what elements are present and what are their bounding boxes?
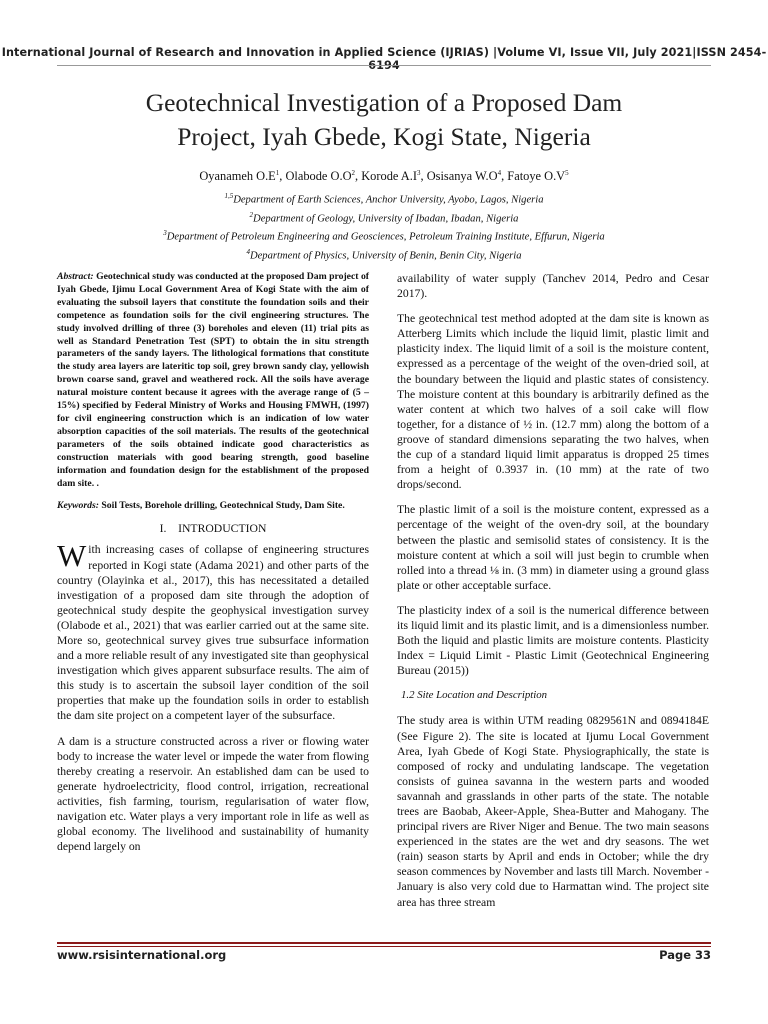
section-heading: I. INTRODUCTION	[159, 522, 267, 536]
keywords-label: Keywords:	[57, 500, 99, 512]
abstract-label: Abstract:	[57, 271, 94, 282]
header-rule	[57, 65, 711, 66]
author-name: Osisanya W.O	[426, 169, 498, 184]
footer-page-number: Page 33	[659, 948, 711, 962]
author-name: Fatoye O.V	[507, 169, 566, 184]
affiliation: $^4$Department of Physics, University of Benin, Benin City, Nigeria	[246, 247, 522, 262]
left-column	[57, 271, 369, 864]
title-line-2: Project, Iyah Gbede, Kogi State, Nigeria	[177, 122, 591, 151]
abstract	[57, 271, 369, 490]
affiliation: $^{1,5}$Department of Earth Sciences, Anchor University, Ayobo, Lagos, Nigeria	[224, 192, 544, 206]
body-paragraph: The plasticity index of a soil is the numerical difference between its liquid limit and its plastic limit, and is a dimensionless number. Both the liquid and plastic limits are moisture contents. Plasticity Index = Liquid Limit - Plastic Limit (Geotechnical Engineering Bureau (2015))	[397, 603, 709, 678]
author-name: Oyanameh O.E	[199, 169, 276, 184]
body-paragraph: availability of water supply (Tanchev 2014, Pedro and Cesar 2017).	[397, 272, 709, 301]
journal-header: International Journal of Research and Innovation in Applied Science (IJRIAS) |Volume VI, Issue VII, July 2021|ISSN 2454-6194	[1, 46, 767, 72]
author-list: Oyanameh $O.E^1$, Olabode $O.O^2$, Korode $A.I^3$, Osisanya $W.O^4$, Fatoye $O.V^5$	[199, 169, 569, 184]
title-line-1: Geotechnical Investigation of a Proposed Dam	[145, 88, 623, 117]
footer-rule	[57, 942, 711, 944]
right-column	[397, 271, 709, 920]
author-name: Korode A.I	[361, 169, 417, 184]
affiliation: $^2$Department of Geology, University of Ibadan, Ibadan, Nigeria	[249, 210, 519, 225]
intro-paragraph-1: With increasing cases of collapse of engineering structures reported in Kogi state (Adama 2021) and other parts of the country (Olayinka et al., 2017), this has necessitated a detailed investigation of a proposed dam site through the adoption of geotechnical study despite the geophysical investigation survey (Olabode et al., 2021) that was earlier carried out at the same site. More so, geotechnical survey gives true subsurface information and a more reliable result of any investigated site than geophysical investigation which gives apparent subsurface results. The aim of this study is to ascertain the subsoil layer condition of the soil properties that make up the foundation soils in order to establish the dam site project on a competent layer of the subsurface.	[57, 538, 369, 723]
author-name: Olabode O.O	[285, 169, 352, 184]
keywords-text: Soil Tests, Borehole drilling, Geotechnical Study, Dam Site.	[101, 500, 345, 512]
footer-rule	[57, 946, 711, 947]
affiliation: $^3$Department of Petroleum Engineering and Geosciences, Petroleum Training Institute, Effurun, Nigeria	[163, 229, 605, 243]
keywords	[57, 500, 369, 513]
abstract-text: Geotechnical study was conducted at the proposed Dam project of Iyah Gbede, Ijimu Local Government Area of Kogi State with the aim of evaluating the subsoil layers that constitute the foundation soils and their competence as foundation soils for the civil engineering structures. The study involved drilling of three (3) boreholes and eleven (11) trial pits as well as Standard Penetration Test (SPT) to obtain the in situ strength parameters of the sandy layers. The lithological formations that constitute the study area layers are lateritic top soil, grey brown sandy clay, yellowish brown coarse sand, gravel and weathered rock. All the soils have average natural moisture content because it agrees with the average range of (5 – 15%) specified by Federal Ministry of Works and Housing FMWH, (1997) for civil engineering construction which is an indication of low water absorption capacities of the soil materials. The results of the geotechnical parameters of the soils obtained indicate good characteristics as construction materials with good bearing strength, good baseline information and foundation design for the establishment of the proposed dam site. .	[57, 271, 370, 489]
body-paragraph: The plastic limit of a soil is the moisture content, expressed as a percentage of the weight of the oven-dry soil, at the boundary between the plastic and semisolid states of consistency. It is the moisture content at which a soil will just begin to crumble when rolled into a thread ⅛ in. (3 mm) in diameter using a ground glass plate or other acceptable surface.	[397, 503, 709, 592]
body-paragraph: The geotechnical test method adopted at the dam site is known as Atterberg Limits which include the liquid limit, plastic limit and plasticity index. The liquid limit of a soil is the moisture content, expressed as a percentage of the weight of the oven-dried soil, at the boundary between the liquid and plastic states of consistency. The moisture content at this boundary is arbitrarily defined as the water content at which two halves of a soil cake will flow together, for a distance of ½ in. (12.7 mm) along the bottom of a groove of standard dimensions separating the two halves, when the cup of a standard liquid limit apparatus is dropped 25 times from a height of 0.3937 in. (10 mm) at the rate of two drops/second.	[397, 312, 709, 492]
intro-paragraph-2: A dam is a structure constructed across a river or flowing water body to increase the water level or impede the water from flowing thereby creating a reservoir. An established dam can be used to generate hydroelectricity, flood control, irrigation, recreational activities, fish farming, tourism, regularisation of water flow, navigation etc. Water plays a very important role in life as well as global economy. The livelihood and sustainability of humanity depend largely on	[57, 734, 369, 854]
footer-website: www.rsisinternational.org	[57, 948, 227, 962]
subsection-heading: 1.2 Site Location and Description	[401, 689, 548, 702]
body-paragraph: The study area is within UTM reading 0829561N and 0894184E (See Figure 2). The site is located at Ijumu Local Government Area, Iyah Gbede of Kogi State. Physiographically, the state is composed of rocky and undulating landscape. The vegetation consists of guinea savanna in the western parts and wooded savannah and grasslands in other parts of the state. The notable trees are Baobab, Akeer-Apple, Shea-Butter and Mahogany. The principal rivers are River Niger and Benue. The two main seasons experienced in the states are the wet and dry seasons. The wet (rain) season starts by April and ends in October; while the dry season commences by November and lasts till March. November - January is also very cold due to Harmattan wind. The project site area has three stream	[397, 714, 709, 909]
paper-title	[60, 86, 708, 154]
affiliations	[60, 189, 708, 263]
